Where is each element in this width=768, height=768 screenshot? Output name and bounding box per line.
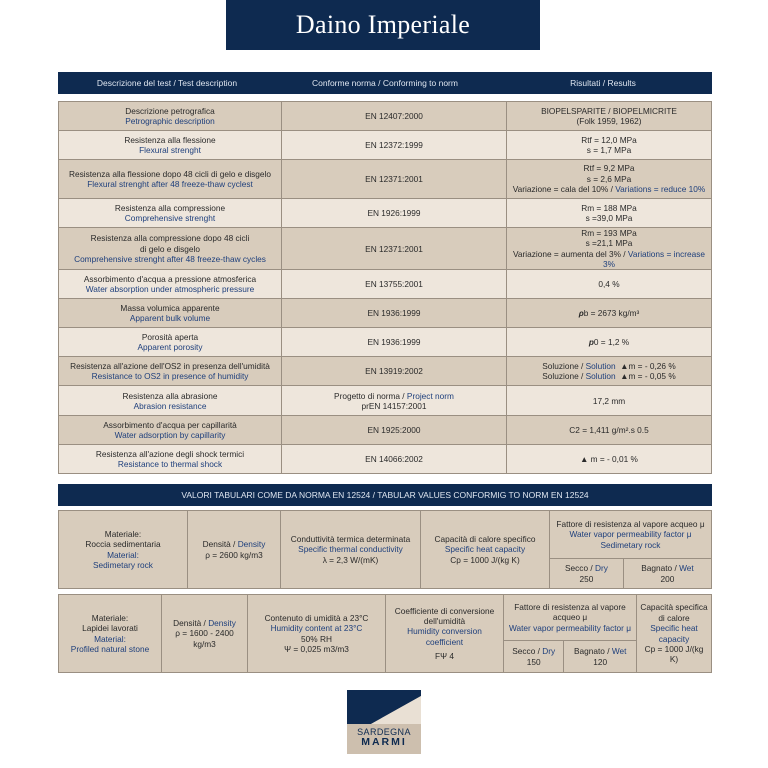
result-line: Rtf = 9,2 MPa	[583, 163, 635, 174]
conductivity-cell	[281, 511, 421, 589]
test-result	[507, 199, 712, 228]
test-norm: EN 13919:2002	[282, 357, 507, 386]
dry-label	[553, 563, 620, 573]
table-row	[59, 131, 712, 160]
table-row	[59, 102, 712, 131]
logo-line-2: MARMI	[361, 736, 407, 748]
test-result: C2 = 1,411 g/m².s 0.5	[507, 416, 712, 445]
result-line	[510, 361, 708, 371]
test-description	[59, 160, 282, 199]
material-cell	[59, 595, 162, 673]
test-norm: EN 1936:1999	[282, 299, 507, 328]
test-description	[59, 102, 282, 131]
desc-it: Resistenza alla abrasione	[122, 390, 218, 401]
conductivity-en: Specific thermal conductivity	[298, 544, 403, 555]
table-row	[59, 270, 712, 299]
material-value-en: Sedimetary rock	[93, 559, 153, 570]
heat-capacity-cell	[421, 511, 550, 589]
density-label	[165, 618, 244, 628]
result-line	[510, 371, 708, 381]
test-result: ▲ m = - 0,01 %	[507, 445, 712, 474]
result-variation	[510, 184, 708, 194]
desc-it: Assorbimento d'acqua a pressione atmosferica	[83, 274, 257, 285]
test-description	[59, 386, 282, 416]
desc-en: Comprehensive strenght	[124, 213, 216, 223]
table-row	[59, 160, 712, 199]
logo-line-1: SARDEGNA	[357, 727, 411, 737]
wet-cell	[623, 559, 711, 589]
dry-value: 150	[526, 656, 541, 667]
conductivity-it: Conduttività termica determinata	[290, 533, 411, 544]
wet-en: Wet	[679, 563, 694, 574]
test-norm: EN 13755:2001	[282, 270, 507, 299]
tabular-values-header	[58, 484, 712, 506]
table-row	[59, 357, 712, 386]
test-result	[507, 328, 712, 357]
variation-it: Variazione = aumenta del 3% /	[512, 248, 628, 259]
vapor-en: Water vapor permeability factor μ	[508, 622, 632, 633]
test-result	[507, 102, 712, 131]
density-value: ρ = 1600 - 2400 kg/m3	[175, 628, 234, 649]
variation-en: Variations = increase 3%	[603, 248, 706, 270]
moisture-cell	[248, 595, 386, 673]
desc-en: Comprehensive strenght after 48 freeze-thaw cycles	[74, 253, 266, 264]
desc-it: Massa volumica apparente	[120, 303, 220, 314]
wet-label	[627, 563, 708, 573]
vapor-en: Water vapor permeability factor μ	[569, 529, 692, 540]
material-label-it: Materiale:	[91, 612, 129, 623]
specific-heat-value: Cp = 1000 J/(kg K)	[644, 643, 704, 665]
wet-it: Bagnato /	[641, 563, 680, 574]
test-results-table	[58, 101, 712, 474]
test-result	[507, 228, 712, 270]
table-row	[59, 199, 712, 228]
test-norm: EN 14066:2002	[282, 445, 507, 474]
desc-en: Abrasion resistance	[133, 400, 207, 411]
norm-line: prEN 14157:2001	[361, 400, 427, 411]
test-description	[59, 131, 282, 160]
desc-it: Assorbimento d'acqua per capillarità	[103, 420, 237, 431]
test-result: 0,4 %	[507, 270, 712, 299]
vapor-it: Fattore di resistenza al vapore acqueo μ	[514, 601, 626, 623]
table-row	[59, 299, 712, 328]
desc-it: Porosità aperta	[141, 332, 199, 343]
test-description	[59, 199, 282, 228]
solution-en: Solution	[585, 361, 616, 372]
desc-it: Resistenza alla compressione dopo 48 cicli	[90, 233, 250, 244]
result-line: Rtf = 12,0 MPa	[581, 134, 637, 145]
desc-it: Resistenza alla flessione	[124, 134, 216, 145]
heat-capacity-en: Specific heat capacity	[444, 544, 526, 555]
rho-symbol: ρ	[578, 308, 584, 319]
wet-en: Wet	[611, 646, 627, 657]
test-norm: EN 1925:2000	[282, 416, 507, 445]
test-result	[507, 131, 712, 160]
header-results: Risultati / Results	[570, 78, 636, 88]
result-line: s = 2,6 MPa	[586, 173, 632, 184]
conversion-it: Coefficiente di conversione dell'umidità	[394, 605, 495, 626]
vapor-it: Fattore di resistenza al vapore acqueo μ	[556, 518, 705, 529]
result-line: (Folk 1959, 1962)	[576, 116, 642, 126]
solution-it: Soluzione /	[542, 371, 586, 382]
solution-it: Soluzione /	[542, 361, 586, 372]
test-description	[59, 357, 282, 386]
wet-it: Bagnato /	[574, 646, 612, 657]
result-line: s = 1,7 MPa	[586, 145, 632, 155]
test-norm	[282, 386, 507, 416]
variation-it: Variazione = cala del 10% /	[512, 184, 616, 195]
variation-en: Variations = reduce 10%	[615, 184, 706, 195]
results-table-header	[58, 72, 712, 94]
test-norm: EN 12372:1999	[282, 131, 507, 160]
test-norm: EN 1936:1999	[282, 328, 507, 357]
table-row	[59, 511, 712, 559]
dry-cell	[504, 641, 564, 673]
conductivity-value: λ = 2,3 W/(mK)	[322, 554, 379, 565]
page-title: Daino Imperiale	[295, 10, 471, 39]
dry-it: Secco /	[512, 646, 543, 657]
table-row	[59, 416, 712, 445]
wet-label	[567, 646, 633, 656]
table-row	[59, 595, 712, 641]
result-line: Rm = 193 MPa	[581, 228, 637, 238]
desc-it: Resistenza alla compressione	[114, 202, 226, 213]
vapor-resistance-cell	[504, 595, 637, 641]
moisture-it: Contenuto di umidità a 23°C	[264, 612, 369, 623]
solution-value: ▲m = - 0,05 %	[620, 371, 676, 382]
material-value-en: Profiled natural stone	[70, 643, 150, 654]
heat-capacity-it: Capacità di calore specifico	[434, 533, 536, 544]
density-cell	[162, 595, 248, 673]
table-row	[59, 445, 712, 474]
desc-en: Petrographic description	[125, 116, 215, 126]
result-line: s =21,1 MPa	[585, 238, 633, 249]
tabular-values-table-stone	[58, 594, 712, 673]
desc-en: Flexural strenght	[139, 145, 201, 155]
solution-value: ▲m = - 0,26 %	[620, 361, 676, 372]
tabular-values-title: VALORI TABULARI COME DA NORMA EN 12524 / TABULAR VALUES CONFORMIG TO NORM EN 12524	[181, 490, 589, 500]
tabular-values-table-rock	[58, 510, 712, 589]
desc-it: Descrizione petrografica	[125, 105, 215, 116]
porosity-symbol: p	[588, 337, 594, 348]
density-en: Density	[237, 539, 266, 550]
test-norm: EN 12407:2000	[282, 102, 507, 131]
norm-line	[285, 391, 503, 401]
desc-en: Flexural strenght after 48 freeze-thaw cyclest	[87, 179, 253, 189]
moisture-value: Ψ = 0,025 m3/m3	[284, 643, 349, 654]
test-description	[59, 445, 282, 474]
specific-heat-cell	[637, 595, 712, 673]
dry-en: Dry	[595, 563, 608, 574]
desc-en: Water absorption under atmospheric pressure	[85, 284, 255, 295]
result-line: Rm = 188 MPa	[581, 202, 637, 213]
norm-en: Project norm	[406, 390, 454, 401]
wet-cell	[564, 641, 637, 673]
material-value-it: Lapidei lavorati	[82, 623, 138, 634]
table-row	[59, 328, 712, 357]
heat-capacity-value: Cp = 1000 J/(kg K)	[450, 554, 520, 565]
dry-value: 250	[579, 573, 594, 584]
conversion-en: Humidity conversion coefficient	[407, 626, 482, 647]
density-en: Density	[208, 617, 236, 628]
test-description	[59, 416, 282, 445]
table-row	[59, 228, 712, 270]
desc-en: Water adsorption by capillarity	[114, 430, 226, 441]
desc-en: Resistance to OS2 in presence of humidity	[91, 371, 249, 382]
header-norm: Conforme norma / Conforming to norm	[312, 78, 458, 88]
header-test-description: Descrizione del test / Test description	[96, 78, 238, 88]
test-description	[59, 299, 282, 328]
desc-it: Resistenza alla flessione dopo 48 cicli di gelo e disgelo	[68, 168, 271, 179]
material-value-it: Roccia sedimentaria	[85, 539, 161, 550]
test-result	[507, 357, 712, 386]
conversion-cell	[386, 595, 504, 673]
density-label	[191, 539, 277, 549]
test-result	[507, 160, 712, 199]
sardegna-marmi-logo	[347, 690, 421, 754]
dry-cell	[550, 559, 624, 589]
result-line: s =39,0 MPa	[585, 213, 633, 223]
desc-en: Apparent porosity	[137, 342, 203, 353]
test-result: 17,2 mm	[507, 386, 712, 416]
test-description	[59, 328, 282, 357]
density-it: Densità /	[202, 539, 238, 550]
test-result	[507, 299, 712, 328]
dry-it: Secco /	[565, 563, 595, 574]
result-line: BIOPELSPARITE / BIOPELMICRITE	[541, 105, 677, 116]
material-cell	[59, 511, 188, 589]
result-value: 0 = 1,2 %	[593, 337, 630, 348]
material-label-en: Material:	[107, 549, 139, 560]
density-value: ρ = 2600 kg/m3	[205, 549, 263, 560]
vapor-resistance-cell	[550, 511, 712, 559]
material-label-en: Material:	[94, 633, 126, 644]
dry-label	[507, 646, 560, 656]
wet-value: 120	[593, 656, 608, 667]
desc-it: Resistenza all'azione degli shock termici	[95, 449, 245, 460]
specific-heat-en: Specific heat capacity	[650, 623, 698, 644]
test-description	[59, 270, 282, 299]
density-cell	[188, 511, 281, 589]
test-norm: EN 12371:2001	[282, 228, 507, 270]
result-value: b = 2673 kg/m³	[583, 308, 640, 319]
moisture-rh: 50% RH	[301, 633, 332, 644]
wet-value: 200	[660, 573, 675, 584]
dry-en: Dry	[542, 646, 556, 657]
specific-heat-it: Capacità specifica di calore	[640, 602, 708, 623]
density-it: Densità /	[173, 617, 209, 628]
title-banner	[226, 0, 540, 50]
material-label-it: Materiale:	[104, 528, 142, 539]
desc-it: di gelo e disgelo	[140, 243, 200, 254]
result-variation	[510, 249, 708, 270]
test-description	[59, 228, 282, 270]
desc-en: Resistance to thermal shock	[117, 459, 223, 470]
table-row	[59, 386, 712, 416]
solution-en: Solution	[585, 371, 616, 382]
desc-en: Apparent bulk volume	[129, 313, 211, 324]
norm-it: Progetto di norma /	[334, 390, 407, 401]
moisture-en: Humidity content at 23°C	[270, 623, 363, 634]
test-norm: EN 12371:2001	[282, 160, 507, 199]
vapor-en-2: Sedimetary rock	[600, 539, 661, 550]
test-norm: EN 1926:1999	[282, 199, 507, 228]
conversion-value: FΨ 4	[435, 651, 454, 662]
desc-it: Resistenza all'azione dell'OS2 in presenza dell'umidità	[70, 361, 270, 372]
